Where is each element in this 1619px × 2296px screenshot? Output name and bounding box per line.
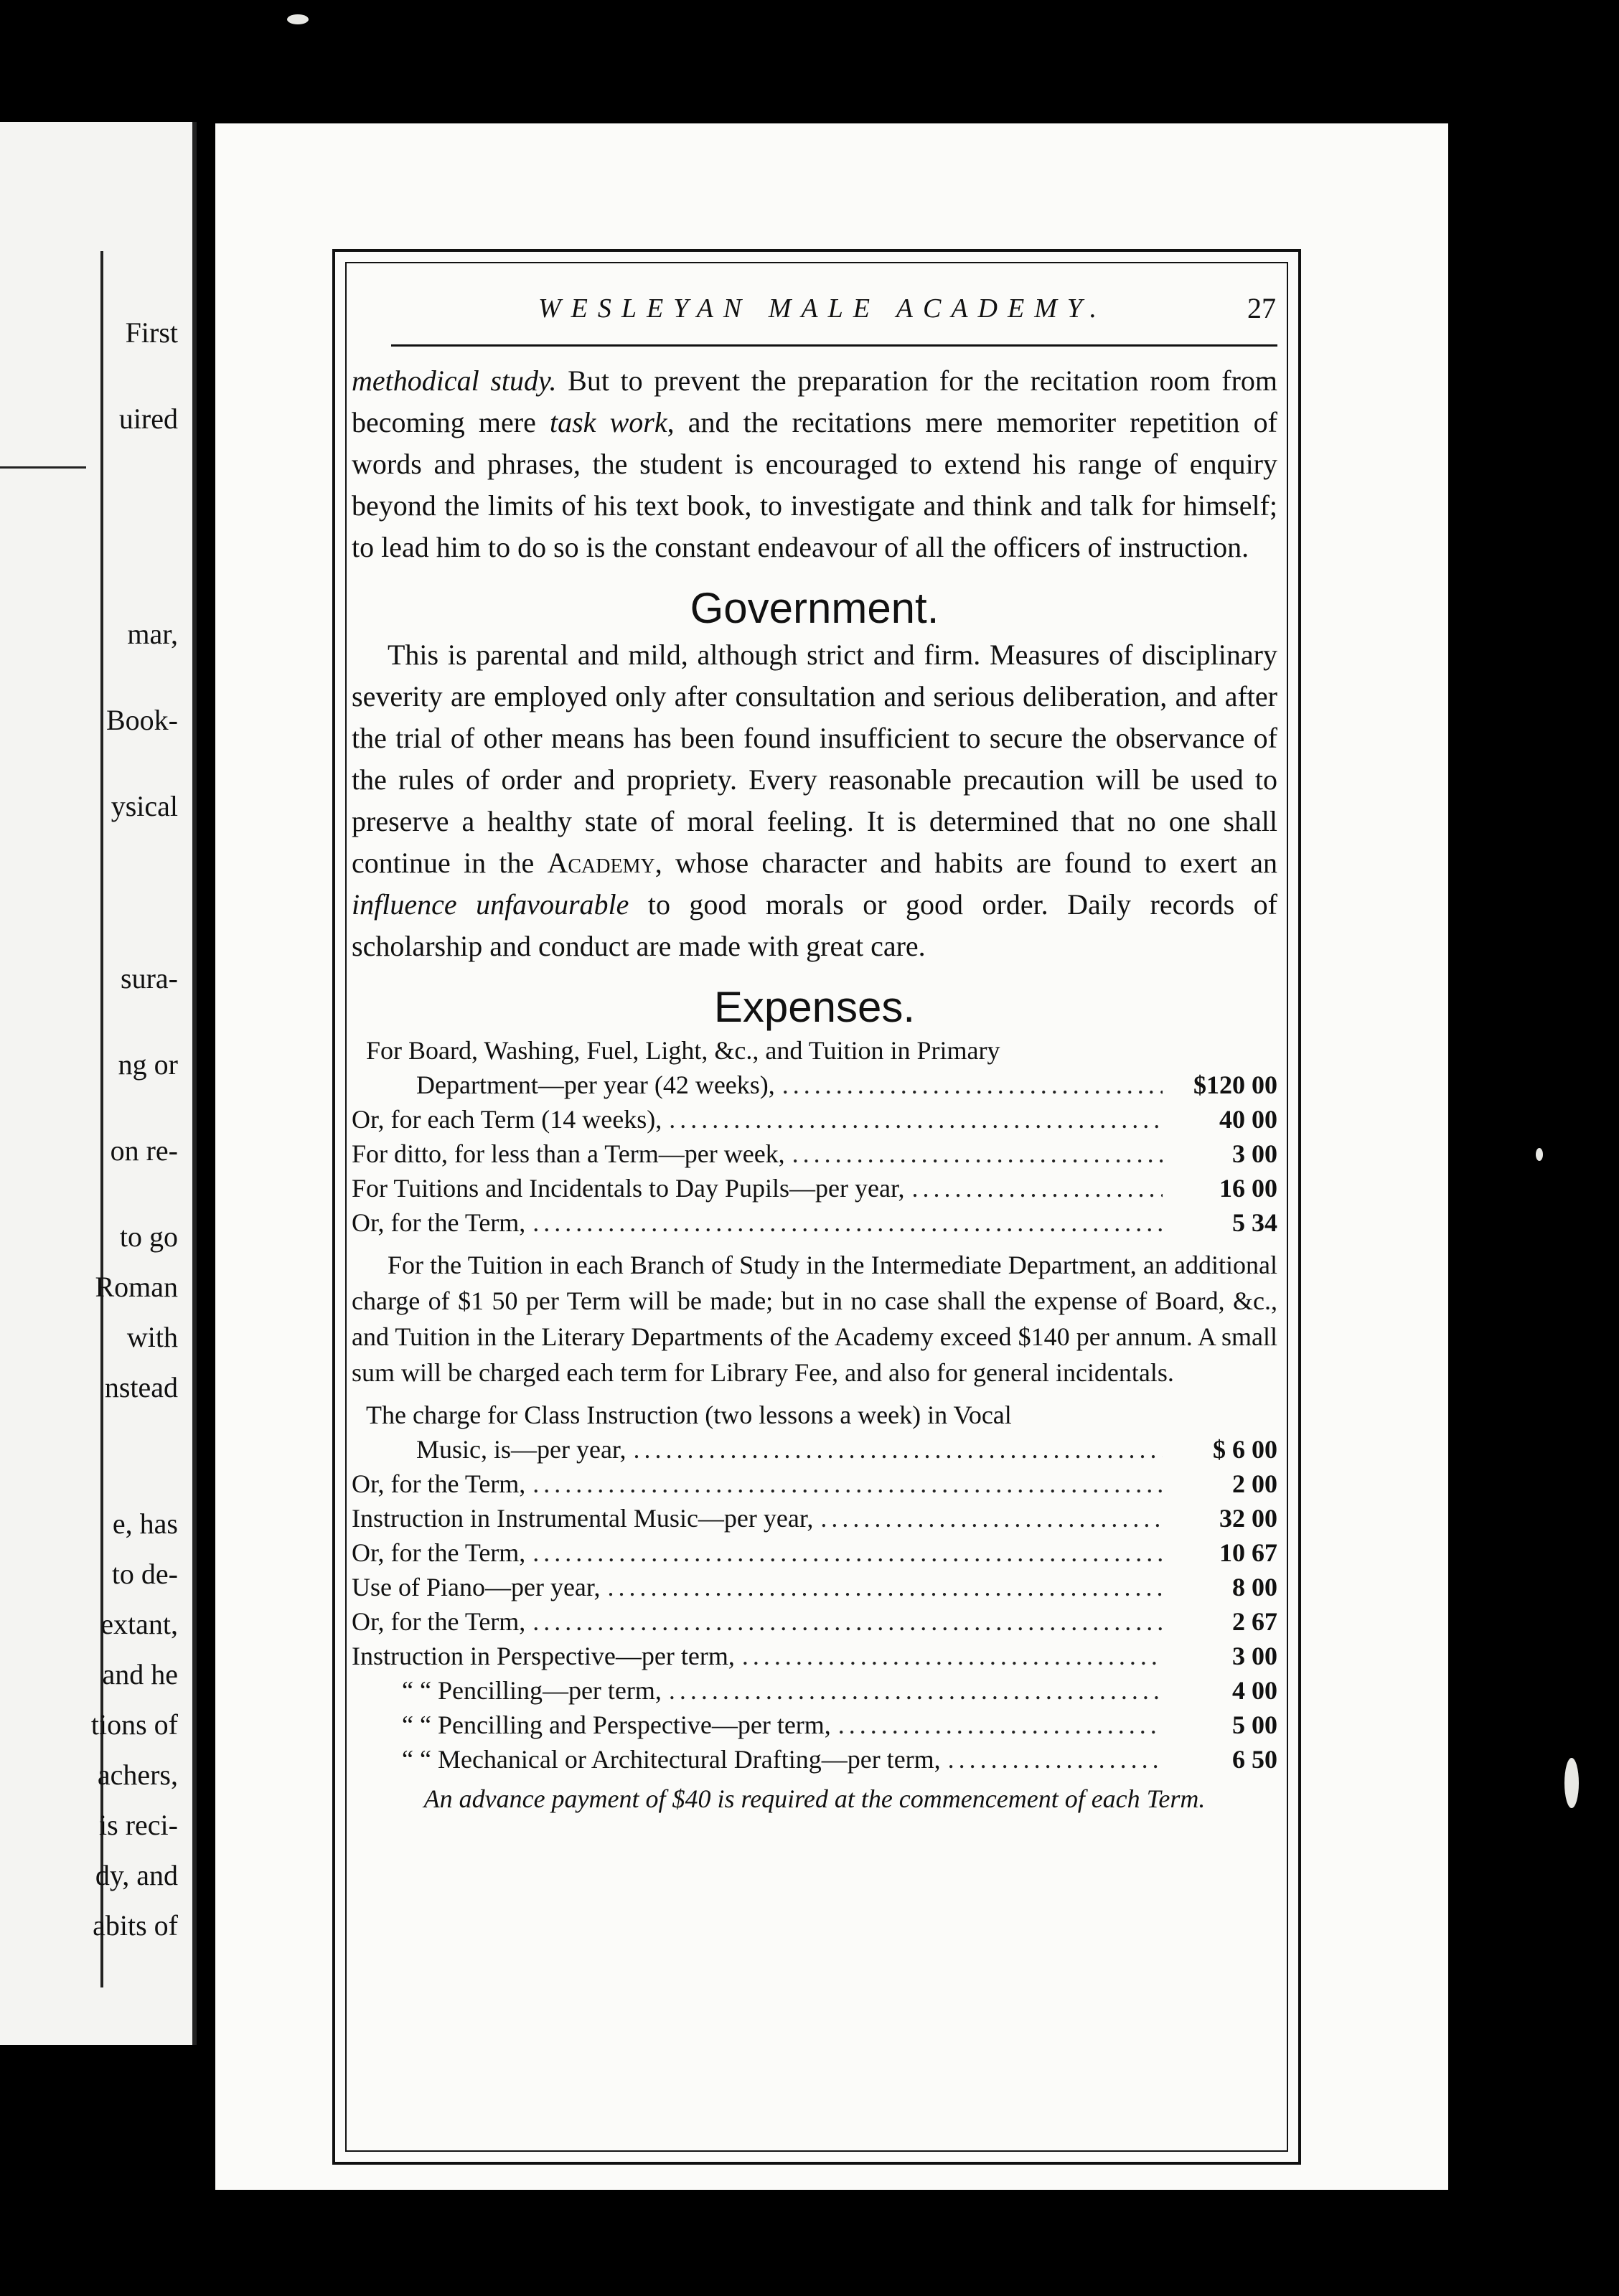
expense-amount: $ 6 00 [1213,1435,1277,1464]
expense-row [352,1604,1277,1639]
expense-label: Instruction in Instrumental Music—per year, [352,1504,814,1533]
expense-row [352,1535,1277,1570]
facing-page-line: on re- [110,1134,178,1167]
government-small-caps: Academy [547,847,655,879]
facing-page-line: and he [102,1658,178,1690]
scan-speck [287,14,309,24]
facing-page-line: with [126,1321,178,1353]
expense-label: “ “ Mechanical or Architectural Drafting—per term, [402,1745,941,1774]
expense-label: Music, is—per year, [416,1435,627,1464]
advance-payment-note: An advance payment of $40 is required at the commencement of each Term. [423,1784,1206,1813]
facing-page-line: ng or [118,1048,178,1081]
leader-dots [532,1467,1163,1501]
expense-amount: $120 00 [1193,1071,1277,1099]
leader-dots [532,1535,1163,1570]
document-page [215,123,1448,2190]
expense-row [352,1673,1277,1708]
leader-dots [532,1205,1163,1240]
facing-page-line: Book- [106,704,178,736]
expense-row [352,1742,1277,1777]
expense-row [352,1639,1277,1673]
expense-row [352,1501,1277,1535]
expense-label: Or, for the Term, [352,1607,526,1636]
facing-page-rule [0,466,86,469]
expense-label: “ “ Pencilling—per term, [402,1676,662,1705]
leader-dots [607,1570,1163,1604]
leader-dots [782,1068,1163,1102]
intro-italic-2: task work [549,406,667,438]
expense-row [352,1171,1277,1205]
facing-page-line: ysical [111,790,178,822]
government-text-3: to good morals or good order. Daily records of scholarship and conduct are made with great care. [352,888,1277,962]
expense-row [352,1137,1277,1171]
tuition-paragraph: For the Tuition in each Branch of Study in the Intermediate Department, an additional charge of $1 50 per Term will be made; but in no case shall the expense of Board, &c., and Tuition in the Literary Departments of the Academy exceed $140 per annum. A small sum will be charged each term for Library Fee, and also for general incidentals. [352,1251,1277,1387]
facing-page-line: achers, [97,1759,178,1791]
intro-paragraph [352,360,1277,568]
facing-page-fragment [0,122,197,2045]
music-heading: The charge for Class Instruction (two lessons a week) in Vocal [366,1401,1012,1429]
intro-text-1: But to prevent the preparation for the recitation room from becoming mere [352,364,1278,438]
expense-amount: 3 00 [1232,1139,1277,1168]
running-head: WESLEYAN MALE ACADEMY. [538,293,1107,324]
expense-amount: 6 50 [1232,1745,1277,1774]
leader-dots [912,1171,1163,1205]
facing-page-line: sura- [121,962,178,994]
expense-label: Or, for the Term, [352,1538,526,1567]
government-paragraph [352,634,1277,967]
expenses-heading: Expenses. [713,983,916,1031]
scan-speck [1564,1758,1579,1808]
expense-amount: 8 00 [1232,1573,1277,1601]
expense-row [352,1432,1277,1467]
expense-label: Or, for the Term, [352,1469,526,1498]
leader-dots [838,1708,1163,1742]
expense-label: Or, for the Term, [352,1208,526,1237]
expense-row [352,1102,1277,1137]
facing-page-line: extant, [100,1608,178,1640]
expense-amount: 5 34 [1232,1208,1277,1237]
expense-amount: 2 67 [1232,1607,1277,1636]
expense-amount: 10 67 [1219,1538,1277,1567]
government-text-1: This is parental and mild, although strict and firm. Measures of disciplinary severity are employed only after consultation and serious deliberation, and after the trial of other means has been found insufficient to secure the observance of the rules of order and propriety. Every reasonable precaution will be used to preserve a healthy state of moral feeling. It is determined that no one shall continue in the [352,639,1277,879]
expense-label: For Tuitions and Incidentals to Day Pupils—per year, [352,1174,905,1203]
expense-row [352,1068,1277,1102]
facing-page-line: to de- [111,1558,178,1590]
leader-dots [669,1102,1163,1137]
facing-page-line: uired [118,403,178,435]
expense-amount: 5 00 [1232,1711,1277,1739]
facing-page-line: dy, and [95,1859,178,1891]
facing-page-line: Roman [95,1271,178,1303]
expense-amount: 40 00 [1219,1105,1277,1134]
facing-page-line: First [125,316,178,349]
scan-speck [1536,1148,1543,1161]
expense-label: Instruction in Perspective—per term, [352,1642,735,1670]
expense-label: “ “ Pencilling and Perspective—per term, [402,1711,831,1739]
leader-dots [532,1604,1163,1639]
expense-label: For ditto, for less than a Term—per week, [352,1139,785,1168]
expense-row [352,1570,1277,1604]
intro-text-2: , and the recitations mere memoriter repetition of words and phrases, the student is encouraged to extend his range of enquiry beyond the limits of his text book, to investigate and think and talk for himself; to lead him to do so is the constant endeavour of all the officers of instruction. [352,406,1277,563]
facing-page-line: to go [119,1220,178,1253]
page-number: 27 [1247,292,1276,324]
board-expense-list [352,1068,1277,1240]
board-heading: For Board, Washing, Fuel, Light, &c., and Tuition in Primary [366,1036,1000,1065]
facing-page-line: is reci- [99,1809,178,1841]
expense-amount: 3 00 [1232,1642,1277,1670]
leader-dots [742,1639,1163,1673]
music-expense-list [352,1432,1277,1777]
expense-label: Or, for each Term (14 weeks), [352,1105,662,1134]
facing-page-line: e, has [112,1507,178,1540]
expense-row [352,1467,1277,1501]
page-content [352,360,1277,1814]
facing-page-line: mar, [127,618,178,650]
expense-amount: 32 00 [1219,1504,1277,1533]
government-text-2: , whose character and habits are found to exert an [654,847,1277,879]
government-italic: influence unfavourable [352,888,629,921]
facing-page-line: nstead [104,1371,178,1403]
expense-amount: 4 00 [1232,1676,1277,1705]
expense-row [352,1708,1277,1742]
facing-page-line: abits of [93,1909,178,1942]
expense-label: Department—per year (42 weeks), [416,1071,775,1099]
expense-label: Use of Piano—per year, [352,1573,601,1601]
leader-dots [669,1673,1163,1708]
leader-dots [633,1432,1163,1467]
leader-dots [820,1501,1163,1535]
leader-dots [792,1137,1163,1171]
intro-italic-lead: methodical study. [352,364,557,397]
expense-amount: 16 00 [1219,1174,1277,1203]
expense-row [352,1205,1277,1240]
leader-dots [948,1742,1163,1777]
header-rule [391,344,1277,347]
facing-page-line: tions of [90,1708,178,1741]
expense-amount: 2 00 [1232,1469,1277,1498]
government-heading: Government. [690,584,939,632]
